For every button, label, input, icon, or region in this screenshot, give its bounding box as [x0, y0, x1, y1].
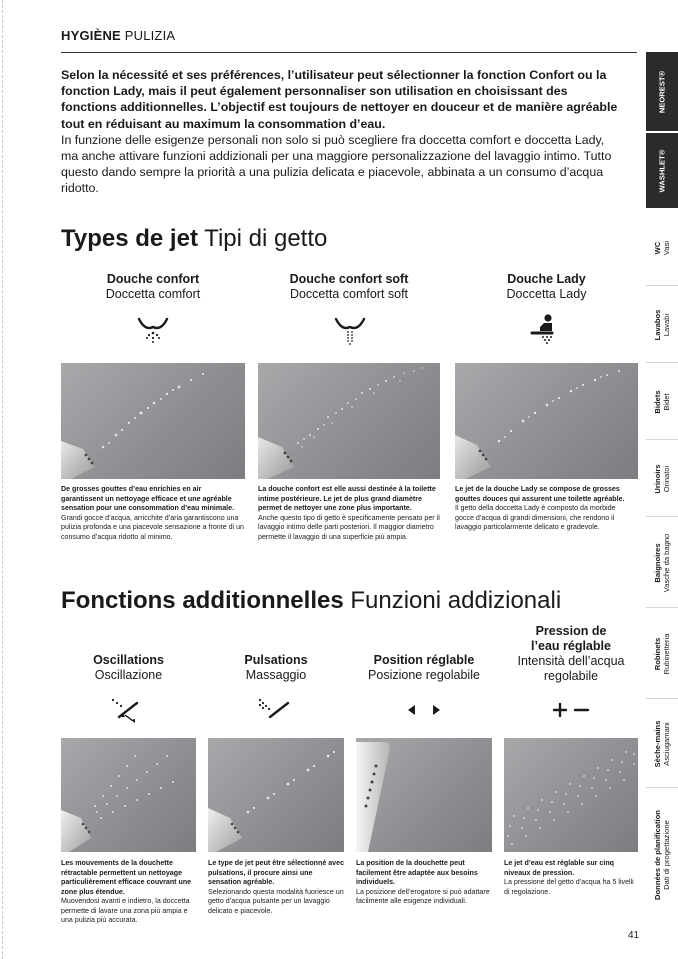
sidebar-tab-neorest[interactable]: [646, 52, 678, 132]
jet-type-name-it: Doccetta comfort soft: [289, 287, 409, 301]
description-fr: Le jet d’eau est réglable sur cinq niveaux de pression.: [504, 859, 614, 877]
sidebar-tab-seche-mains[interactable]: [646, 700, 678, 788]
jet-type-name-it: Doccetta Lady: [506, 287, 587, 301]
pulsation-description: [208, 859, 346, 916]
function-title-3: [356, 653, 492, 683]
functions-title: [61, 587, 561, 615]
jet-type-name-fr: Douche confort: [106, 272, 200, 286]
comfort-spray-icon: [136, 315, 170, 343]
sidebar-tab-sublabel: Vasi: [662, 240, 671, 255]
function-name-it: Intensità dell’acqua regolabile: [517, 654, 625, 683]
pulsation-photo: [208, 738, 344, 852]
comfort-soft-jet-description: [258, 485, 440, 542]
sidebar-tab-sublabel: Bidet: [662, 392, 671, 411]
sidebar-tab-sublabel: Lavabi: [662, 313, 671, 336]
sidebar-tab-label: Robinets: [653, 637, 662, 670]
intro-italian: In funzione delle esigenze personali non solo si può scegliere fra doccetta comfort e doccetta Lady, ma anche attivare funzioni addizionali per una maggiore personalizzazione del lavaggio intimo. Tutto questo dando sempre la priorità a una pulizia delicata e piacevole, abbinata a un consumo d’acqua ridotto.: [61, 132, 612, 196]
sidebar-tab-lavabos[interactable]: [646, 287, 678, 363]
position-arrows-icon: [406, 703, 442, 717]
sidebar-tab-urinoirs[interactable]: [646, 441, 678, 517]
intro-paragraph: [61, 67, 621, 197]
description-it: Il getto della doccetta Lady è composto da morbide gocce d’acqua di grandi dimensioni, che rendono il lavaggio particolarmente delicato e gradevole.: [455, 504, 616, 531]
section-sidebar: [646, 52, 678, 922]
description-fr: La douche confort est elle aussi destinée à la toilette intime postérieure. Le jet de plus grand diamètre permet de nettoyer une zone plus importante.: [258, 485, 436, 512]
description-fr: Les mouvements de la douchette rétractable permettent un nettoyage particulièrement efficace couvrant une zone plus étendue.: [61, 859, 192, 896]
description-it: Muovendosi avanti e indietro, la doccetta permette di lavare una zona più ampia e una pulizia più accurata.: [61, 897, 190, 924]
functions-title-bold: Fonctions additionnelles: [61, 587, 344, 614]
sidebar-tab-label: NEOREST®: [657, 70, 667, 113]
header-divider: [61, 52, 637, 53]
description-it: La posizione dell’erogatore si può adattare facilmente alle esigenze individuali.: [356, 887, 490, 905]
position-description: [356, 859, 494, 907]
comfort-soft-jet-photo: [258, 363, 440, 479]
sidebar-tab-bidets[interactable]: [646, 364, 678, 440]
lady-jet-description: [455, 485, 635, 533]
position-photo: [356, 738, 492, 852]
sidebar-tab-label: Bidets: [653, 389, 662, 414]
function-name-it: Posizione regolabile: [368, 668, 480, 682]
function-name-fr: Oscillations: [93, 653, 164, 667]
description-it: La pressione del getto d’acqua ha 5 livelli di regolazione.: [504, 878, 634, 896]
sidebar-tab-sublabel: Rubinetteria: [662, 633, 671, 674]
sidebar-tab-sublabel: Vasche da bagno: [662, 533, 671, 592]
page-edge-guide: [2, 0, 3, 959]
sidebar-tab-sublabel: Asciugamani: [662, 721, 671, 766]
sidebar-tab-label: Sèche-mains: [653, 720, 662, 767]
function-title-2: [208, 653, 344, 683]
functions-title-regular: Funzioni addizionali: [350, 587, 562, 614]
page-header: [61, 28, 175, 43]
description-fr: Le type de jet peut être sélectionné avec pulsations, il procure ainsi une sensation agréable.: [208, 859, 345, 886]
sidebar-tab-label: WASHLET®: [657, 149, 667, 192]
function-name-fr: Pression de l’eau réglable: [531, 624, 611, 653]
sidebar-tab-baignoires[interactable]: [646, 518, 678, 608]
sidebar-tab-sublabel: Orinatoi: [662, 465, 671, 492]
header-title-regular: PULIZIA: [124, 28, 176, 43]
sidebar-tab-washlet[interactable]: [646, 133, 678, 209]
jet-type-name-fr: Douche confort soft: [289, 272, 409, 286]
oscillation-icon: [111, 697, 141, 723]
sidebar-tab-wc[interactable]: [646, 210, 678, 286]
page-number: 41: [628, 930, 640, 941]
header-title-bold: HYGIÈNE: [61, 28, 121, 43]
lady-jet-photo: [455, 363, 638, 479]
intro-french: Selon la nécessité et ses préférences, l’utilisateur peut sélectionner la fonction Confort ou la fonction Lady, mais il peut également personnaliser son utilisation en choisissant des fonctions additionnelles. L’objectif est toujours de nettoyer en douceur et de manière agréable tout en réduisant au maximum la consommation d’eau.: [61, 68, 618, 131]
sidebar-tab-robinets[interactable]: [646, 609, 678, 699]
description-it: Grandi gocce d’acqua, arricchite d’aria garantiscono una pulizia profonda e una piacevole sensazione a fronte di un consumo d’acqua ridotto al minimo.: [61, 513, 244, 541]
function-title-1: [61, 653, 196, 683]
plus-minus-icon: [552, 701, 590, 719]
jet-type-name-it: Doccetta comfort: [105, 287, 201, 301]
description-fr: La position de la douchette peut facilement être adaptée aux besoins individuels.: [356, 859, 478, 886]
comfort-jet-description: [61, 485, 245, 542]
sidebar-tab-sublabel: Dati di progettazione: [662, 820, 671, 890]
jet-type-name-fr: Douche Lady: [507, 272, 586, 286]
jet-types-title-bold: Types de jet: [61, 225, 198, 252]
jet-types-title: [61, 225, 327, 253]
pressure-description: [504, 859, 638, 897]
sidebar-tab-label: WC: [653, 241, 662, 254]
comfort-jet-photo: [61, 363, 245, 479]
comfort-soft-spray-icon: [333, 315, 367, 345]
sidebar-tab-label: Lavabos: [653, 309, 662, 340]
lady-spray-icon: [530, 313, 560, 345]
sidebar-tab-label: Données de planification: [653, 810, 662, 900]
sidebar-tab-label: Baignoires: [653, 542, 662, 583]
jet-type-title-1: [61, 272, 245, 302]
pressure-photo: [504, 738, 638, 852]
sidebar-tab-donnees[interactable]: [646, 789, 678, 921]
jet-type-title-3: [455, 272, 638, 302]
description-it: Selezionando questa modalità fuoriesce un getto d’acqua pulsante per un lavaggio delicato e piacevole.: [208, 887, 344, 915]
jet-type-title-2: [258, 272, 440, 302]
oscillation-photo: [61, 738, 196, 852]
function-name-it: Massaggio: [245, 668, 307, 682]
description-fr: De grosses gouttes d’eau enrichies en air garantissent un nettoyage efficace et une agréable sensation pour une consommation d’eau minimale.: [61, 485, 235, 512]
description-fr: Le jet de la douche Lady se compose de grosses gouttes douces qui assurent une toilette agréable.: [455, 485, 625, 503]
sidebar-tab-label: Urinoirs: [653, 463, 662, 494]
jet-types-title-regular: Tipi di getto: [204, 225, 328, 252]
oscillation-description: [61, 859, 201, 926]
function-title-4: [504, 624, 638, 684]
function-name-fr: Position réglable: [373, 653, 475, 667]
pulsation-icon: [258, 697, 290, 721]
function-name-it: Oscillazione: [94, 668, 163, 682]
function-name-fr: Pulsations: [244, 653, 308, 667]
description-it: Anche questo tipo di getto è specificamente pensato per il lavaggio intimo delle parti posteriori. Il maggior diametro permette il lavaggio di una superficie più ampia.: [258, 513, 440, 541]
